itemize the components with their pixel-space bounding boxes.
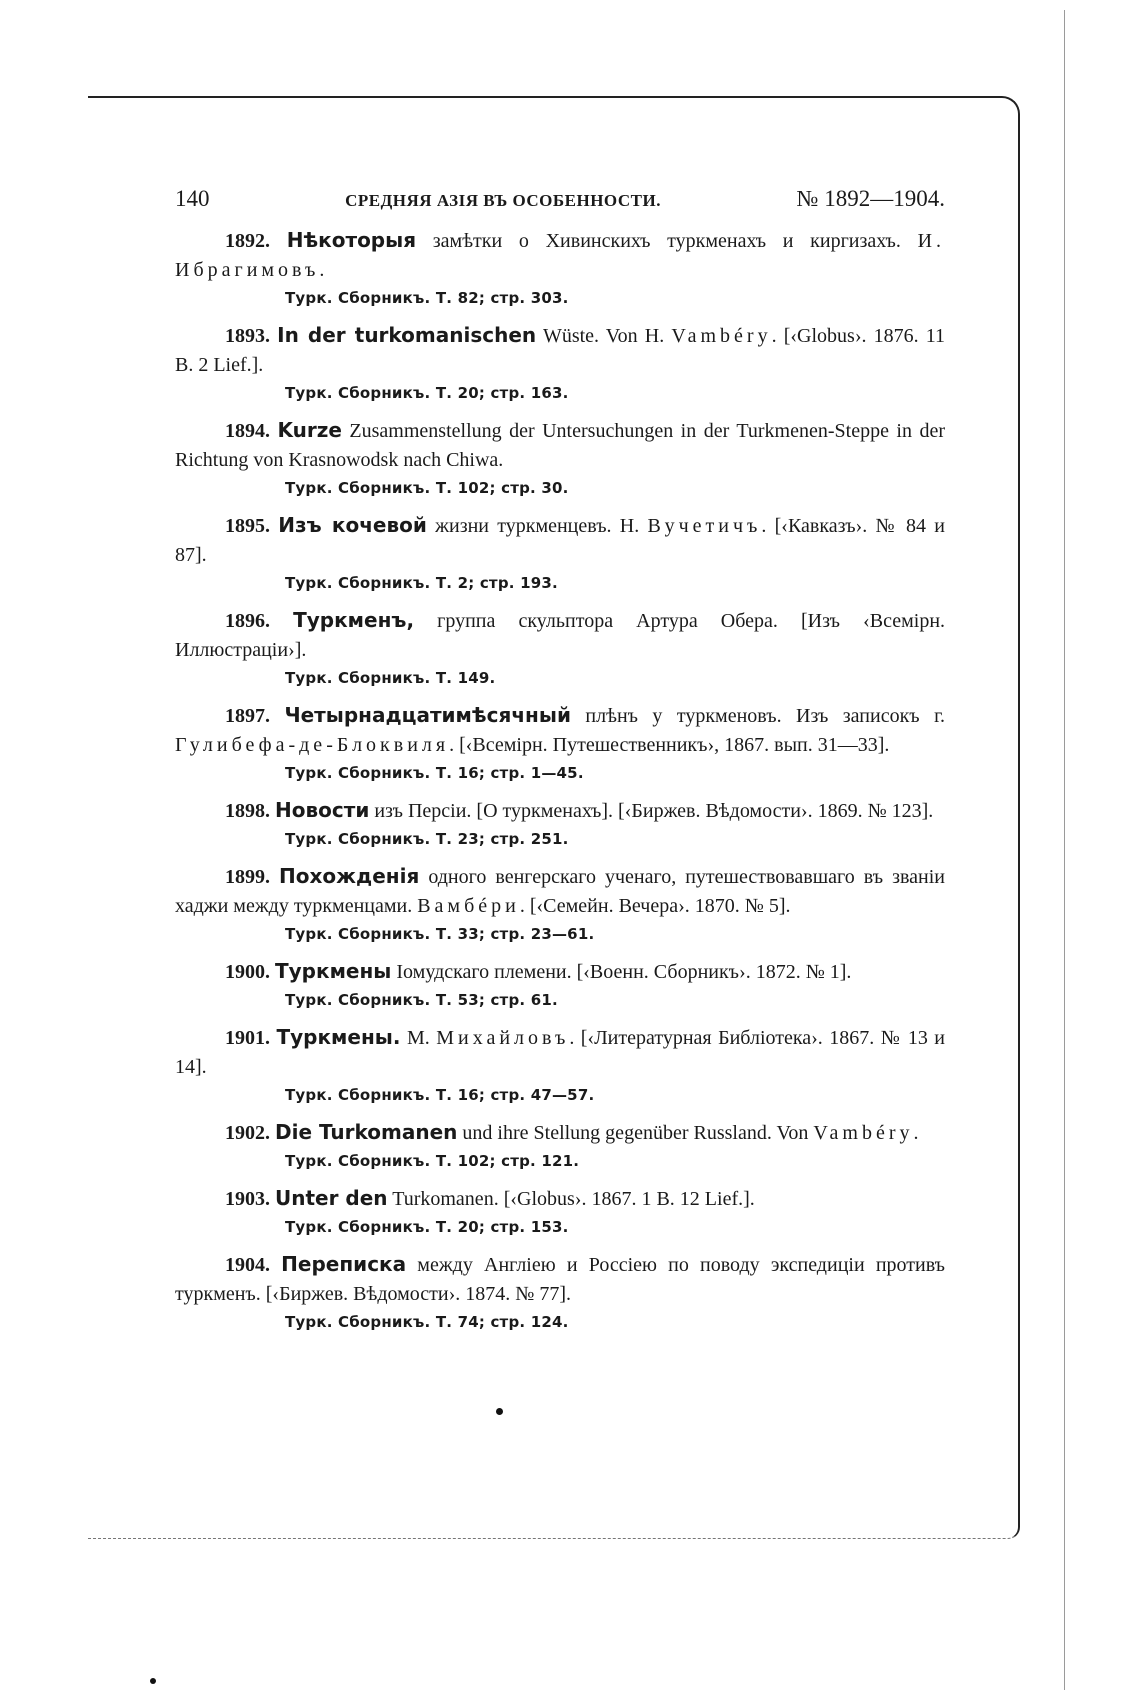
entry-heading: Die Turkomanen: [275, 1120, 458, 1144]
entry-heading: In der turkomanischen: [277, 323, 537, 347]
entry-body: изъ Персіи. [О туркменахъ]. [‹Биржев. Вѣдомости›. 1869. № 123].: [374, 800, 934, 822]
entry-body: Turkomanen. [‹Globus›. 1867. 1 B. 12 Lief.].: [392, 1188, 755, 1210]
entry-body: замѣтки о Хивинскихъ туркменахъ и киргизахъ.: [432, 230, 918, 252]
entry-text: [175, 862, 945, 921]
bibliography-entry: [175, 1184, 945, 1236]
author-name: Vambéry: [671, 325, 772, 347]
bibliography-entry: [175, 321, 945, 402]
entry-body: . [‹Кавказъ›. № 84 и 87].: [175, 515, 946, 566]
entry-number: 1897.: [225, 705, 270, 727]
entry-text: [175, 1250, 945, 1309]
bibliography-entry: [175, 511, 945, 592]
entry-heading: Туркменъ,: [293, 608, 415, 632]
entry-body: . [‹Литературная Библіотека›. 1867. № 13 и 14].: [175, 1027, 946, 1078]
entry-number: 1896.: [225, 610, 270, 632]
author-name: Вамбéри: [417, 895, 520, 917]
entry-body: und ihre Stellung gegenüber Russland. Von: [462, 1122, 814, 1144]
bibliography-list: [175, 226, 945, 1331]
scan-edge-line: [1064, 10, 1065, 1690]
entry-text: [175, 606, 945, 665]
entry-body: .: [913, 1122, 919, 1144]
entry-body: . [‹Семейн. Вечера›. 1870. № 5].: [519, 895, 791, 917]
bibliography-entry: [175, 1250, 945, 1331]
entry-heading: Похожденія: [279, 864, 420, 888]
scan-speck: [496, 1408, 503, 1415]
entry-heading: Изъ кочевой: [278, 513, 427, 537]
entry-heading: Нѣкоторыя: [286, 228, 417, 252]
entry-body: группа скульптора Артура Обера. [Изъ ‹Всемірн. Иллюстраціи›].: [175, 610, 946, 661]
entry-heading: Переписка: [281, 1252, 407, 1276]
entry-source: Турк. Сборникъ. Т. 102; стр. 30.: [285, 479, 569, 497]
entry-range: № 1892—1904.: [796, 186, 945, 211]
bibliography-entry: [175, 957, 945, 1009]
entry-body: М.: [406, 1027, 437, 1049]
entry-heading: Туркмены.: [276, 1025, 401, 1049]
entry-text: [175, 1118, 945, 1148]
entry-number: 1894.: [225, 420, 270, 442]
entry-number: 1895.: [225, 515, 270, 537]
entry-text: [175, 701, 945, 760]
entry-body: Wüste. Von H.: [542, 325, 672, 347]
entry-source: Турк. Сборникъ. Т. 82; стр. 303.: [285, 289, 569, 307]
entry-text: [175, 511, 945, 570]
running-head: [175, 186, 945, 212]
entry-number: 1893.: [225, 325, 270, 347]
entry-body: жизни туркменцевъ. Н.: [435, 515, 648, 537]
entry-body: плѣнъ у туркменовъ. Изъ записокъ г.: [585, 705, 946, 727]
entry-source: Турк. Сборникъ. Т. 74; стр. 124.: [285, 1313, 569, 1331]
bibliography-entry: [175, 606, 945, 687]
entry-body: между Англіею и Россіею по поводу экспедиціи противъ туркменъ. [‹Биржев. Вѣдомости›. 1874. № 77].: [175, 1254, 945, 1305]
entry-source: Турк. Сборникъ. Т. 53; стр. 61.: [285, 991, 558, 1009]
page-content: [175, 186, 945, 1345]
entry-body: Zusammenstellung der Untersuchungen in der Turkmenen-Steppe in der Richtung von Krasnowodsk nach Chiwa.: [175, 420, 946, 471]
entry-body: . [‹Всемірн. Путешественникъ›, 1867. вып. 31—33].: [449, 734, 890, 756]
author-name: Вучетичъ: [647, 515, 762, 537]
entry-heading: Kurze: [277, 418, 342, 442]
entry-text: [175, 957, 945, 987]
entry-source: Турк. Сборникъ. Т. 20; стр. 153.: [285, 1218, 569, 1236]
page-number: 140: [175, 186, 210, 211]
entry-source: Турк. Сборникъ. Т. 33; стр. 23—61.: [285, 925, 595, 943]
entry-number: 1901.: [225, 1027, 270, 1049]
entry-text: [175, 416, 945, 475]
entry-source: Турк. Сборникъ. Т. 16; стр. 47—57.: [285, 1086, 595, 1104]
entry-text: [175, 1023, 945, 1082]
author-name: Vambéry: [813, 1122, 914, 1144]
entry-body: .: [319, 259, 325, 281]
entry-heading: Новости: [275, 798, 370, 822]
bibliography-entry: [175, 416, 945, 497]
entry-source: Турк. Сборникъ. Т. 102; стр. 121.: [285, 1152, 580, 1170]
bibliography-entry: [175, 1118, 945, 1170]
entry-body: одного венгерскаго ученаго, путешествовавшаго въ званіи хаджи между туркменцами.: [175, 866, 945, 917]
entry-number: 1899.: [225, 866, 270, 888]
entry-source: Турк. Сборникъ. Т. 149.: [285, 669, 496, 687]
bibliography-entry: [175, 796, 945, 848]
scan-speck: [150, 1678, 156, 1684]
entry-source: Турк. Сборникъ. Т. 16; стр. 1—45.: [285, 764, 584, 782]
entry-number: 1898.: [225, 800, 270, 822]
entry-source: Турк. Сборникъ. Т. 20; стр. 163.: [285, 384, 569, 402]
entry-heading: Туркмены: [275, 959, 392, 983]
entry-source: Турк. Сборникъ. Т. 2; стр. 193.: [285, 574, 558, 592]
entry-text: [175, 1184, 945, 1214]
entry-text: [175, 226, 945, 285]
bibliography-entry: [175, 226, 945, 307]
author-name: И. Ибрагимовъ: [175, 230, 946, 281]
entry-text: [175, 321, 945, 380]
bibliography-entry: [175, 701, 945, 782]
entry-source: Турк. Сборникъ. Т. 23; стр. 251.: [285, 830, 569, 848]
entry-body: . [‹Globus›. 1876. 11 B. 2 Lief.].: [175, 325, 946, 376]
entry-number: 1904.: [225, 1254, 270, 1276]
entry-text: [175, 796, 945, 826]
bibliography-entry: [175, 862, 945, 943]
entry-number: 1903.: [225, 1188, 270, 1210]
author-name: Михайловъ: [436, 1027, 570, 1049]
author-name: Гулибефа-де-Блоквиля: [175, 734, 450, 756]
entry-number: 1892.: [225, 230, 270, 252]
entry-heading: Четырнадцатимѣсячный: [284, 703, 571, 727]
entry-heading: Unter den: [275, 1186, 388, 1210]
bibliography-entry: [175, 1023, 945, 1104]
entry-number: 1900.: [225, 961, 270, 983]
running-title: СРЕДНЯЯ АЗІЯ ВЪ ОСОБЕННОСТИ.: [345, 191, 661, 210]
entry-number: 1902.: [225, 1122, 270, 1144]
entry-body: Іомудскаго племени. [‹Военн. Сборникъ›. 1872. № 1].: [396, 961, 852, 983]
